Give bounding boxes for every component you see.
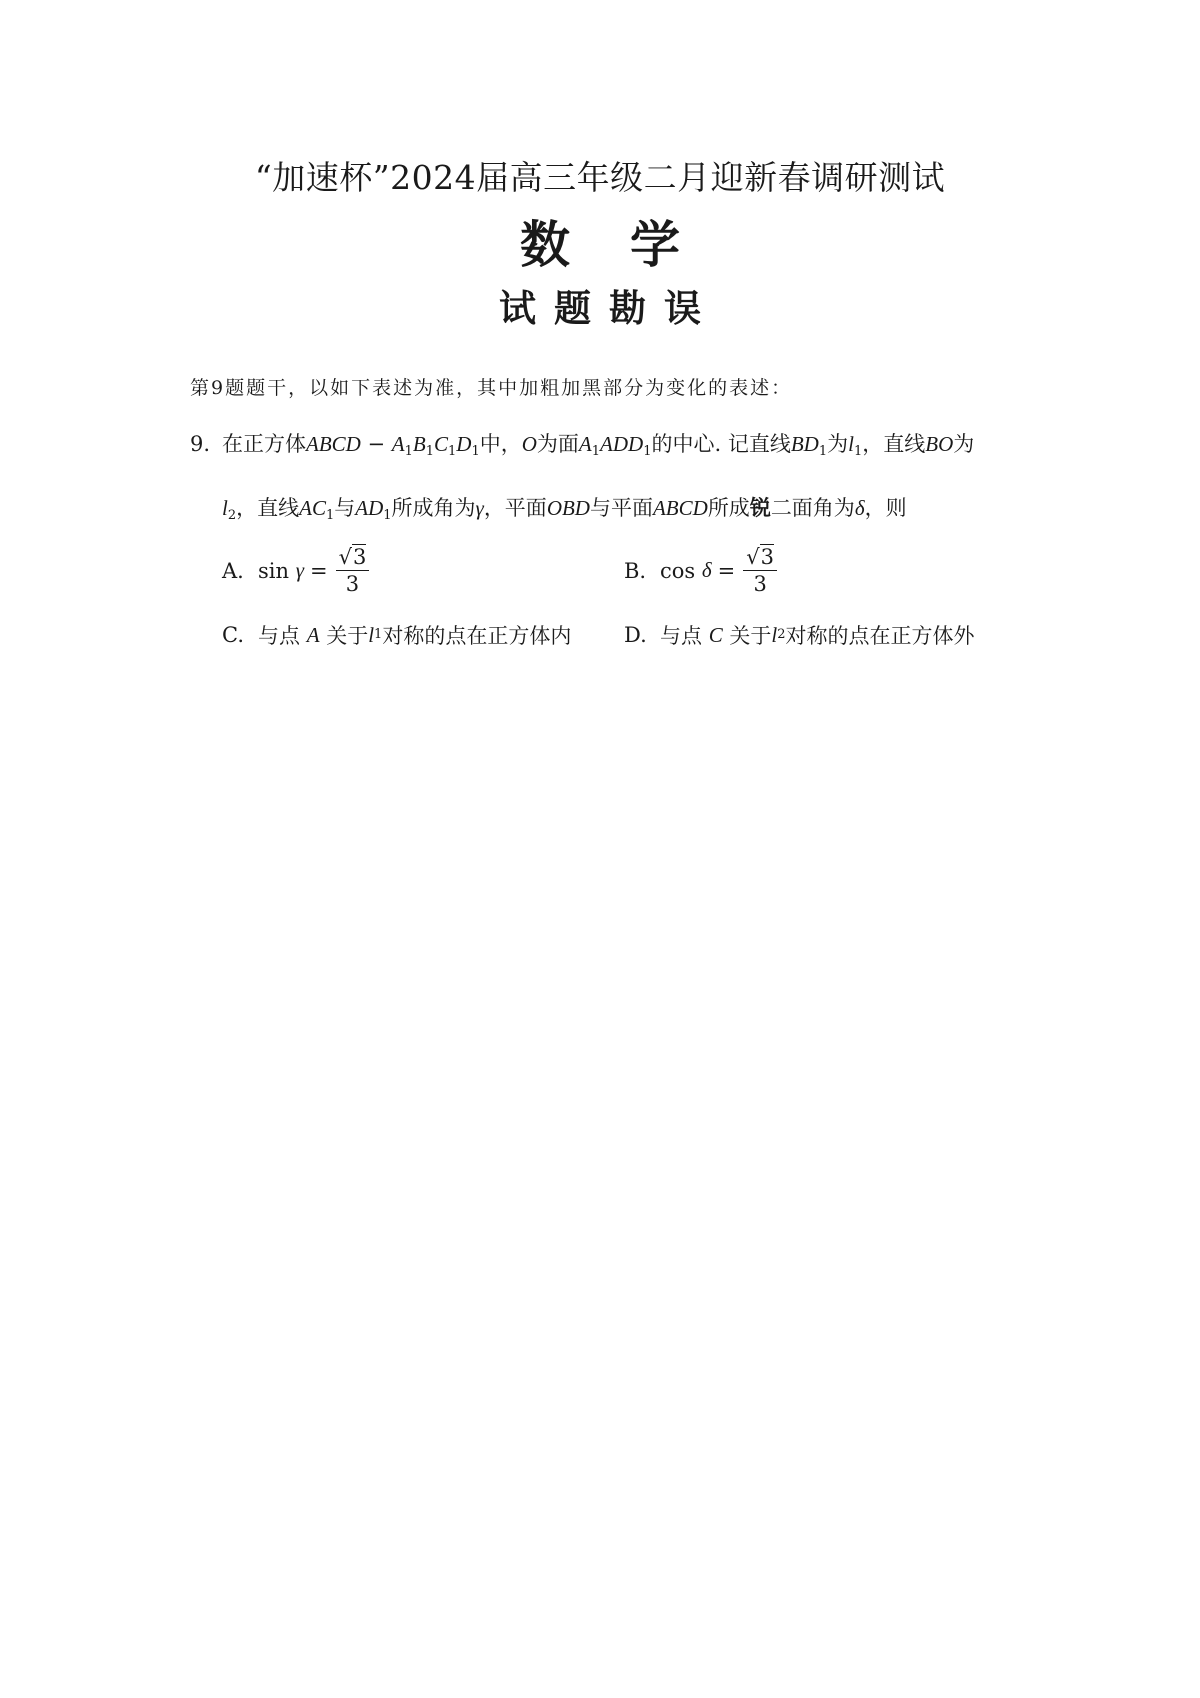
option-d: D. 与点 C 关于 l 2 对称的点在正方体外: [624, 620, 975, 650]
q-text: 与: [334, 496, 356, 520]
q-var: BO: [925, 432, 954, 456]
q-var: OBD: [546, 496, 590, 520]
q-var: BD: [790, 432, 819, 456]
cube-name: ABCD: [306, 432, 361, 456]
sqrt-symbol: √: [338, 545, 352, 569]
q-text: 与平面: [589, 496, 653, 520]
errata-title: 试题勘误: [499, 287, 719, 330]
sqrt-symbol: √: [746, 545, 760, 569]
fraction-numerator: [336, 544, 370, 571]
question-9-line-1: [190, 428, 974, 458]
q-sub: 1: [818, 444, 828, 459]
option-text: 关于: [326, 624, 369, 648]
q-sub: 1: [425, 444, 434, 459]
q-text: ，直线: [236, 496, 300, 520]
q-var: AC: [299, 496, 326, 520]
q-var: l: [848, 432, 854, 456]
option-a: [222, 544, 369, 597]
question-9-line-2: [222, 492, 907, 522]
option-var: A: [306, 622, 320, 647]
fraction-numerator: [743, 544, 777, 571]
fraction-denominator: 3: [345, 572, 360, 596]
q-text: ，平面: [483, 496, 547, 520]
option-b: [624, 544, 777, 597]
fraction-denominator: 3: [753, 572, 767, 596]
option-label: C.: [222, 623, 244, 647]
option-var: l: [771, 622, 778, 647]
q-sub: 1: [643, 444, 652, 459]
q-var: γ: [475, 496, 484, 520]
q-var: C: [434, 432, 449, 456]
option-eq: =: [717, 558, 736, 583]
q-sub: 1: [404, 444, 413, 459]
q-var: A: [391, 432, 405, 456]
q-text: 中: [479, 432, 501, 456]
q-text: 二面角为: [770, 496, 855, 520]
option-var: γ: [295, 558, 304, 582]
subject-title: 数学: [520, 216, 740, 274]
q-text: ，: [500, 432, 522, 456]
q-text: 为: [827, 432, 849, 456]
option-text: 对称的点在正方体外: [785, 624, 975, 648]
q-text: ，则: [864, 496, 907, 520]
errata-note: 第9题题干，以如下表述为准，其中加粗加黑部分为变化的表述：: [190, 377, 793, 399]
q-dash: −: [360, 432, 392, 456]
option-var: δ: [701, 558, 712, 582]
option-var: C: [708, 622, 723, 647]
q-sub: 1: [853, 444, 863, 459]
q-var: ABCD: [652, 496, 708, 520]
q-sub: 1: [448, 444, 457, 459]
q-text: 所成角为: [391, 496, 476, 520]
q-var: O: [521, 432, 537, 456]
option-text: 对称的点在正方体内: [382, 624, 572, 648]
q-text: 为: [953, 432, 975, 456]
option-var: l: [368, 622, 375, 647]
q-var: A: [578, 432, 592, 456]
option-eq: =: [310, 558, 328, 583]
option-text: 关于: [729, 624, 772, 648]
q-var: l: [222, 496, 228, 520]
option-c: C. 与点 A 关于 l 1 对称的点在正方体内: [222, 620, 571, 650]
option-text: 与点: [660, 624, 702, 648]
option-label: D.: [624, 623, 647, 647]
q-sub: 2: [227, 508, 237, 523]
q-text: ，直线: [862, 432, 926, 456]
q-var: B: [412, 432, 426, 456]
q-var: D: [456, 432, 472, 456]
option-fraction: [743, 544, 777, 597]
option-label: B.: [624, 558, 647, 583]
sqrt-radicand: 3: [760, 545, 775, 569]
q-text: 的中心. 记直线: [651, 432, 791, 456]
question-number: 9.: [190, 432, 211, 456]
option-label: A.: [222, 558, 244, 583]
option-func: cos: [660, 558, 696, 583]
bold-changed-word: 锐: [749, 496, 771, 520]
exam-title: “加速杯”2024届高三年级二月迎新春调研测试: [254, 158, 946, 197]
sqrt-radicand: 3: [353, 545, 367, 569]
q-sub: 1: [383, 508, 392, 523]
q-sub: 1: [325, 508, 335, 523]
q-sub: 1: [591, 444, 601, 459]
q-var: D: [628, 432, 644, 456]
q-text: 为面: [536, 432, 579, 456]
q-var: AD: [600, 432, 629, 456]
q-var: AD: [355, 496, 384, 520]
option-func: sin: [258, 558, 290, 583]
q-sub: 1: [471, 444, 480, 459]
option-text: 与点: [258, 624, 300, 648]
q-text: 所成: [707, 496, 750, 520]
q-text: 在正方体: [222, 432, 306, 456]
option-fraction: [336, 544, 370, 597]
q-var: δ: [854, 496, 865, 520]
